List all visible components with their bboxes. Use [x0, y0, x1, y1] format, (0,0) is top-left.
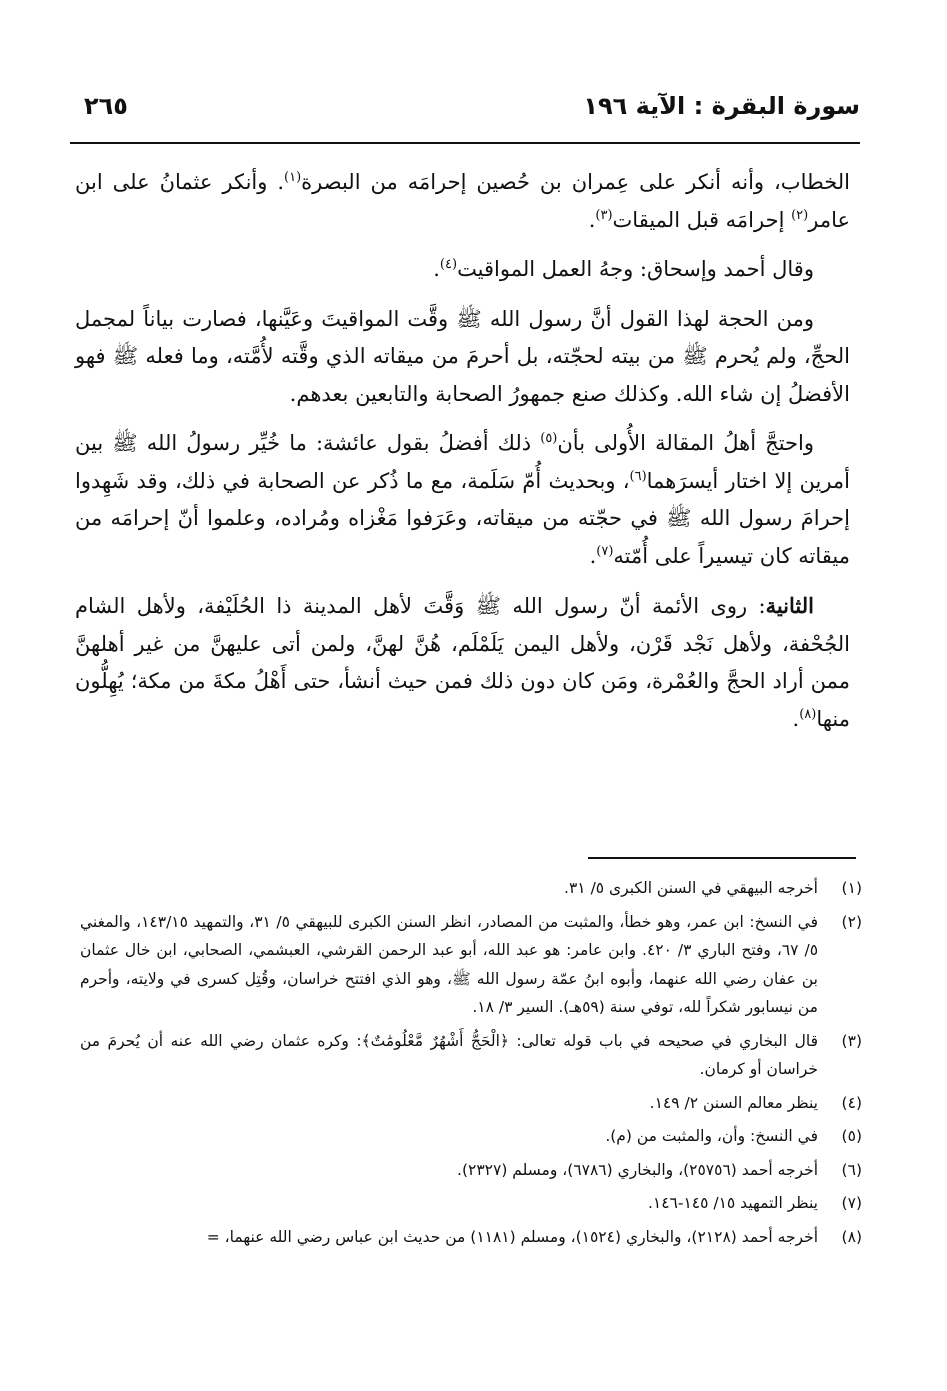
footnote — [80, 908, 862, 1022]
footnote — [80, 1156, 862, 1185]
section-keyword: الثانية — [765, 593, 814, 618]
paragraph-text: . — [589, 543, 597, 568]
footnote-ref: (٥) — [540, 431, 558, 446]
footnote-text: ينظر التمهيد ١٥/ ١٤٥-١٤٦. — [647, 1194, 818, 1212]
paragraph-text: ذلك أفضلُ بقول عائشة: ما خُيِّر رسولُ الله ﷺ بين أمرين إلا اختار أيسرَهما — [75, 431, 850, 493]
paragraph-1 — [75, 164, 850, 239]
footnote-number: (٨) — [841, 1227, 862, 1246]
footnotes — [80, 874, 862, 1256]
footnote-number: (٧) — [841, 1194, 862, 1212]
paragraph-text: ومن الحجة لهذا القول أنَّ رسول الله ﷺ وقَّت المواقيتَ وعَيَّنها، فصارت بياناً لمجمل الحجِّ، ولم يُحرم ﷺ من بيته لحجّته، بل أحرمَ من ميقاته الذي وقَّته لأُمَّته، وما فعله ﷺ فهو الأفضلُ إن شاء الله. وكذلك صنع جمهورُ الصحابة والتابعين بعدهم. — [75, 306, 850, 406]
footnote-text: في النسخ: ابن عمر، وهو خطأ، والمثبت من المصادر، انظر السنن الكبرى للبيهقي ٥/ ٣١، والتمهيد ١٤٣/١٥، والمغني ٥/ ٦٧، وفتح الباري ٣/ ٤٢٠. وابن عامر: هو عبد الله، أبو عبد الرحمن القرشي، العبشمي، الصحابي، ابن خال عثمان بن عفان رضي الله عنهما، وأبوه ابنُ عمّة رسول الله ﷺ، وهو الذي افتتح خراسان، وقُتِل كسرى في ولايته، وأحرم من نيسابور شكراً لله، توفي سنة (٥٩هـ). السير ٣/ ١٨. — [80, 912, 819, 1016]
footnote-number: (٥) — [841, 1127, 862, 1145]
running-header — [70, 88, 860, 136]
paragraph-text: إحرامَه قبل الميقات — [612, 207, 792, 232]
footnote-ref: (٣) — [595, 207, 613, 223]
footnote — [80, 1189, 862, 1218]
paragraph-text: : روى الأئمة أنّ رسول الله ﷺ وَقَّتَ لأهل المدينة ذا الحُلَيْفة، ولأهل الشام الجُحْفة، ولأهل نَجْد قَرْن، ولأهل اليمن يَلَمْلَم، هُنَّ لهنَّ، ولمن أتى عليهنَّ من غير أهلهنَّ ممن أراد الحجَّ والعُمْرة، ومَن كان دون ذلك فمن حيث أنشأ، حتى أَهْلُ مكةَ من مكة؛ يُهِلُّون منها — [75, 594, 850, 731]
header-title: سورة البقرة : الآية ١٩٦ — [583, 92, 860, 120]
footnote-number: (٤) — [841, 1093, 862, 1112]
footnote-separator — [588, 857, 856, 859]
paragraph-text: . — [792, 706, 800, 731]
footnote — [80, 1223, 862, 1252]
footnote-text: أخرجه البيهقي في السنن الكبرى ٥/ ٣١. — [564, 879, 818, 897]
paragraph-3 — [75, 301, 850, 414]
footnote-text: في النسخ: وأن، والمثبت من (م). — [605, 1127, 818, 1145]
footnote-ref: (٨) — [799, 706, 817, 722]
main-text — [75, 164, 850, 738]
paragraph-text: وقال أحمد وإسحاق: وجهُ العمل المواقيت — [457, 257, 814, 281]
footnote-text: أخرجه أحمد (٢١٢٨)، والبخاري (١٥٢٤)، ومسلم (١١٨١) من حديث ابن عباس رضي الله عنهما، = — [206, 1227, 818, 1246]
footnote — [80, 874, 862, 903]
paragraph-text: . — [433, 257, 440, 281]
footnote-text: قال البخاري في صحيحه في باب قوله تعالى: ﴿الْحَجُّ أَشْهُرٌ مَّعْلُومَٰتٌ﴾: وكره عثمان رضي الله عنه أن يُحرمَ من خراسان أو كرمان. — [80, 1031, 818, 1078]
footnote-ref: (٤) — [439, 257, 458, 272]
paragraph-2 — [75, 251, 850, 289]
footnote — [80, 1027, 862, 1084]
paragraph-text: . وأنكر عثمانُ على ابن عامر — [75, 170, 850, 232]
footnote-ref: (٢) — [791, 207, 809, 223]
paragraph-5 — [75, 587, 850, 738]
footnote-text: ينظر معالم السنن ٢/ ١٤٩. — [649, 1093, 818, 1112]
footnote — [80, 1089, 862, 1118]
paragraph-text: . — [588, 207, 596, 232]
paragraph-4 — [75, 425, 850, 575]
paragraph-text: ، وبحديث أُمّ سَلَمة، مع ما ذُكر عن الصحابة في ذلك، وقد شَهِدوا إحرامَ رسول الله ﷺ في حجّته من ميقاته، وعَرَفوا مَغْزاه ومُراده، وعلموا أنّ إحرامَه من ميقاته كان تيسيراً على أُمّته — [75, 468, 850, 568]
footnote-number: (٢) — [841, 912, 862, 931]
paragraph-text: الخطاب، وأنه أنكر على عِمران بن حُصين إحرامَه من البصرة — [301, 170, 850, 194]
page-number: ٢٦٥ — [84, 92, 128, 120]
footnote-ref: (٦) — [629, 468, 647, 484]
paragraph-text: واحتجَّ أهلُ المقالة الأُولى بأن — [557, 431, 815, 455]
footnote — [80, 1122, 862, 1151]
footnote-ref: (٧) — [596, 543, 614, 559]
footnote-text: أخرجه أحمد (٢٥٧٥٦)، والبخاري (٦٧٨٦)، ومسلم (٢٣٢٧). — [457, 1160, 818, 1179]
footnote-number: (٦) — [841, 1160, 862, 1179]
footnote-ref: (١) — [284, 170, 302, 185]
footnote-number: (٣) — [841, 1031, 862, 1050]
header-rule — [70, 142, 860, 144]
footnote-number: (١) — [841, 879, 862, 897]
